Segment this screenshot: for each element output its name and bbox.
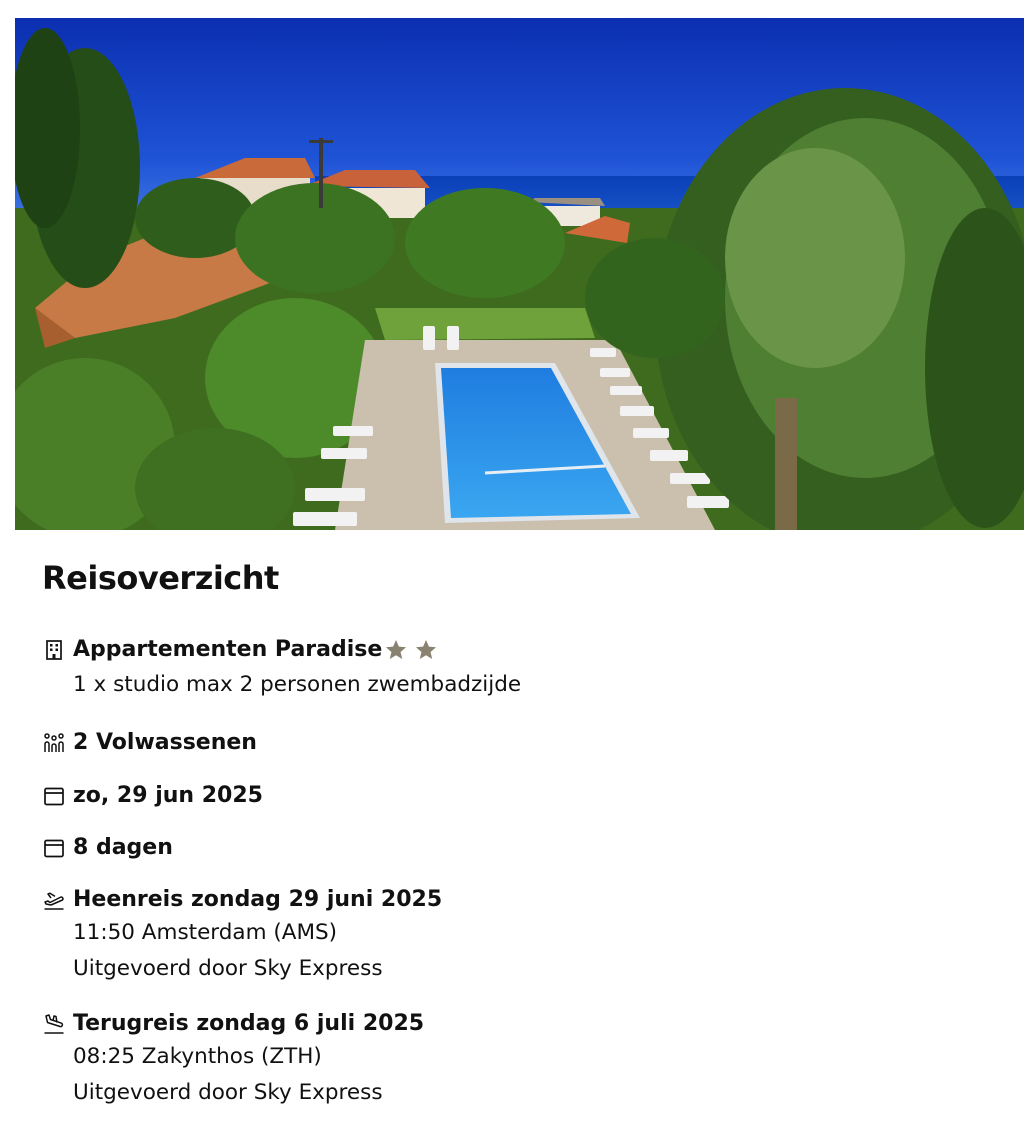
- star-icon: [414, 638, 438, 662]
- travellers-section: [42, 728, 257, 758]
- people-icon: [42, 731, 66, 755]
- plane-landing-icon: [42, 1012, 66, 1036]
- travellers-label: 2 Volwassenen: [73, 730, 257, 755]
- outbound-time-place: 11:50 Amsterdam (AMS): [73, 920, 338, 945]
- plane-takeoff-icon: [42, 888, 66, 912]
- departure-date-label: zo, 29 jun 2025: [73, 783, 263, 808]
- hotel-photo: [15, 18, 1024, 530]
- building-icon: [42, 638, 66, 662]
- return-time-place: 08:25 Zakynthos (ZTH): [73, 1044, 322, 1069]
- calendar-icon: [42, 836, 66, 860]
- star-icon: [384, 638, 408, 662]
- return-operator: Uitgevoerd door Sky Express: [73, 1080, 383, 1105]
- outbound-title: Heenreis zondag 29 juni 2025: [73, 887, 443, 912]
- calendar-icon: [42, 784, 66, 808]
- room-description: 1 x studio max 2 personen zwembadzijde: [73, 672, 522, 697]
- return-title: Terugreis zondag 6 juli 2025: [73, 1011, 425, 1036]
- outbound-operator: Uitgevoerd door Sky Express: [73, 956, 383, 981]
- accommodation-section: [42, 635, 521, 705]
- outbound-flight-section: [42, 885, 442, 987]
- accommodation-name: Appartementen Paradise: [73, 637, 383, 662]
- duration-section: [42, 833, 173, 863]
- departure-date-section: [42, 781, 263, 811]
- star-rating: [384, 638, 438, 662]
- return-flight-section: [42, 1009, 424, 1111]
- page-title: Reisoverzicht: [42, 559, 279, 597]
- duration-label: 8 dagen: [73, 835, 173, 860]
